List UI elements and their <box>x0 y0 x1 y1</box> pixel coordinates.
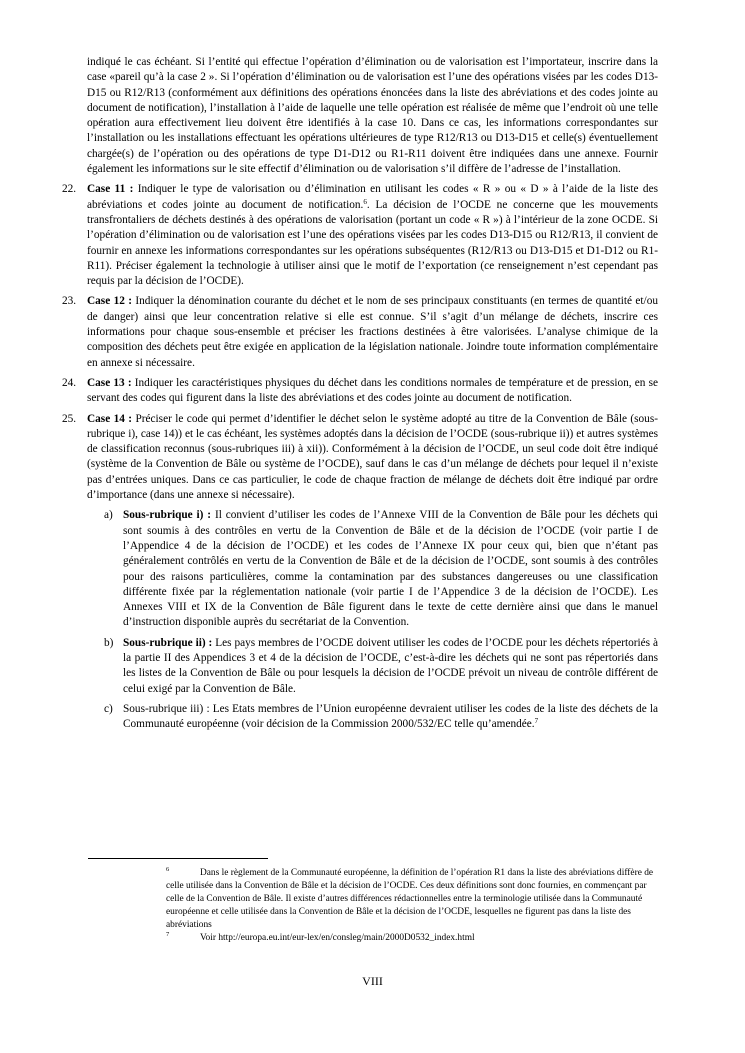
paragraph-heading: Case 11 : <box>87 183 134 196</box>
subitem-text: Il convient d’utiliser les codes de l’Annexe VIII de la Convention de Bâle pour les déchets qui sont soumis à des contrôles en vertu de la Convention de Bâle et de la décision de l’OCDE (voir partie I de l’Appendice 4 de la décision de l’OCDE) et les codes de l’Annexe IX pour ceux qui, bien que n’étant pas généralement contrôlés en vertu de la Convention de Bâle et de la décision de l’OCDE, sont soumis à des contrôles pour des raisons particulières, comme la contamination par des substances dangereuses ou une classification différente fixée par la réglementation nationale (voir partie I de l’Appendice 3 de la décision de l’OCDE). Les Annexes VIII et IX de la Convention de Bâle figurent dans le texte de cette dernière ainsi que dans le manuel d’instruction disponible auprès du secrétariat de la Convention. <box>123 509 659 629</box>
subitem-letter: b) <box>104 636 114 649</box>
paragraph-23 <box>62 294 658 370</box>
intro-paragraph: indiqué le cas échéant. Si l’entité qui effectue l’opération d’élimination ou de valorisation est l’importateur, inscrire dans la case «pareil qu’à la case 2 ». Si l’opération d’élimination ou de valorisation est l’une des opérations visées par les codes D13-D15 ou R12/R13 (conformément aux définitions des opérations énoncées dans la liste des abréviations et des codes jointe au document de notification), l’installation à l’aide de laquelle une telle opération est réalisée de même que l’endroit où une telle opération aura effectivement lieu doivent être identifiés à la case 10. Dans ce cas, les informations correspondantes sur l’installation ou les installations effectuant les opérations ultérieures de type R12/R13 ou D13-D15 et celle(s) éventuellement chargée(s) de l’opération ou des opérations de type D1-D12 ou R1-R11 doivent être indiquées dans une annexe. Fournir également les informations sur le site effectif d’élimination ou de valorisation s’il diffère de l’adresse de l’installation. <box>87 56 658 176</box>
subitem-heading: Sous-rubrique ii) : <box>123 636 213 649</box>
paragraph-text-continued: . La décision de l’OCDE ne concerne que les mouvements transfrontaliers de déchets destinés à des opérations de valorisation (portant un code « R ») à l’intérieur de la zone OCDE. Si l’opération d’élimination ou de valorisation est l’une des opérations visées par les codes D13-D15 ou R12/R13, il convient de fournir en annexe les informations correspondantes sur les opérations subséquentes (R12/R13 ou D13-D15 et D1-D12 ou R1-R11). Préciser également la technologie à utiliser ainsi que le motif de l’exportation (ce renseignement n’est cependant pas requis par la décision de l’OCDE). <box>87 198 658 288</box>
footnotes <box>166 867 664 945</box>
paragraph-number: 23. <box>62 295 77 308</box>
footnote-separator <box>88 858 268 859</box>
subitem-b <box>62 636 658 697</box>
paragraph-22 <box>62 182 658 289</box>
paragraph-text: Préciser le code qui permet d’identifier le déchet selon le système adopté au titre de la Convention de Bâle (sous-rubrique i), case 14)) et le cas échéant, les systèmes adoptés dans la décision de l’OCDE (sous-rubrique ii)) et autres systèmes de classification reconnus (sous-rubriques iii) à xii)). Conformément à la décision de l’OCDE, un seul code doit être indiqué (système de la Convention de Bâle ou système de l’OCDE), sauf dans le cas d’un mélange de déchets pour lequel il n’existe pas d’entrées uniques. Dans ce cas particulier, le code de chaque fraction de mélange de déchets doit être indiqué par ordre d’importance (dans une annexe si nécessaire). <box>87 412 658 502</box>
subitem-a <box>62 508 658 630</box>
paragraph-number: 24. <box>62 376 77 389</box>
paragraph-text: Indiquer le type de valorisation ou d’élimination en utilisant les codes « R » ou « D » à l’aide de la liste des abréviations et codes jointe au document de notification. <box>87 183 658 211</box>
paragraph-text: Indiquer les caractéristiques physiques du déchet dans les conditions normales de température et de pression, en se servant des codes qui figurent dans la liste des abréviations et des codes jointe au document de notification. <box>87 376 658 405</box>
footnote-7: 7 Voir http://europa.eu.int/eur-lex/en/consleg/main/2000D0532_index.html <box>166 931 475 943</box>
page-number: VIII <box>362 974 383 988</box>
subitem-text: Les pays membres de l’OCDE doivent utiliser les codes de l’OCDE pour les déchets répertoriés à la partie II des Appendices 3 et 4 de la décision de l’OCDE, c’est-à-dire les déchets qui ne sont pas répertoriés dans les listes de la Convention de Bâle ou pour lesquels la décision de l’OCDE prévoit un niveau de contrôle différent de celui exigé par la Convention de Bâle. <box>123 636 658 695</box>
subitem-c <box>62 702 658 733</box>
main-text <box>62 55 658 737</box>
footnote-reference-7[interactable]: 7 <box>534 717 539 726</box>
paragraph-number: 22. <box>62 183 77 196</box>
paragraph-number: 25. <box>62 412 77 425</box>
paragraph-heading: Case 14 : <box>87 412 133 425</box>
subitem-heading: Sous-rubrique i) : <box>123 509 212 522</box>
footnote-link[interactable]: Voir http://europa.eu.int/eur-lex/en/consleg/main/2000D0532_index.html <box>200 933 475 943</box>
footnote-6: 6 Dans le règlement de la Communauté européenne, la définition de l’opération R1 dans la liste des abréviations diffère de celle utilisée dans la Convention de Bâle et la décision de l’OCDE. Ces deux définitions sont donc fournies, en commençant par celle de la Convention de Bâle. Il existe d’autres différences rédactionnelles entre la terminologie utilisée dans la Communauté européenne et celle utilisée dans la Convention de Bâle et la décision de l’OCDE, lesquelles ne figurent pas dans la liste des abréviations <box>166 866 654 930</box>
paragraph-text: Indiquer la dénomination courante du déchet et le nom de ses principaux constituants (en termes de quantité et/ou de danger) ainsi que leur concentration relative si elle est connue. S’il s’agit d’un mélange de déchets, inscrire ces informations pour chaque sous-ensemble et préciser les fractions destinées à être valorisées. L’analyse chimique de la composition des déchets peut être exigée en application de la législation nationale. Joindre toute information complémentaire en annexe si nécessaire. <box>87 295 658 369</box>
footnote-reference-6[interactable]: 6 <box>363 197 367 206</box>
subitem-letter: a) <box>104 509 113 522</box>
paragraph-heading: Case 12 : <box>87 295 132 308</box>
paragraph-heading: Case 13 : <box>87 376 132 389</box>
paragraph-25 <box>62 412 658 504</box>
paragraph-24 <box>62 376 658 407</box>
subitem-letter: c) <box>104 702 113 715</box>
footnote-text: Dans le règlement de la Communauté européenne, la définition de l’opération R1 dans la liste des abréviations diffère de celle utilisée dans la Convention de Bâle et la décision de l’OCDE. Ces deux définitions sont donc fournies, en commençant par celle de la Convention de Bâle. Il existe d’autres différences rédactionnelles entre la terminologie utilisée dans la Communauté européenne et celle utilisée dans la Convention de Bâle et la décision de l’OCDE, lesquelles ne figurent pas dans la liste des abréviations <box>166 868 654 930</box>
subitem-text: Sous-rubrique iii) : Les Etats membres de l’Union européenne devraient utiliser les codes de la liste des déchets de la Communauté européenne (voir décision de la Commission 2000/532/EC telle qu’amendée. <box>123 702 658 731</box>
